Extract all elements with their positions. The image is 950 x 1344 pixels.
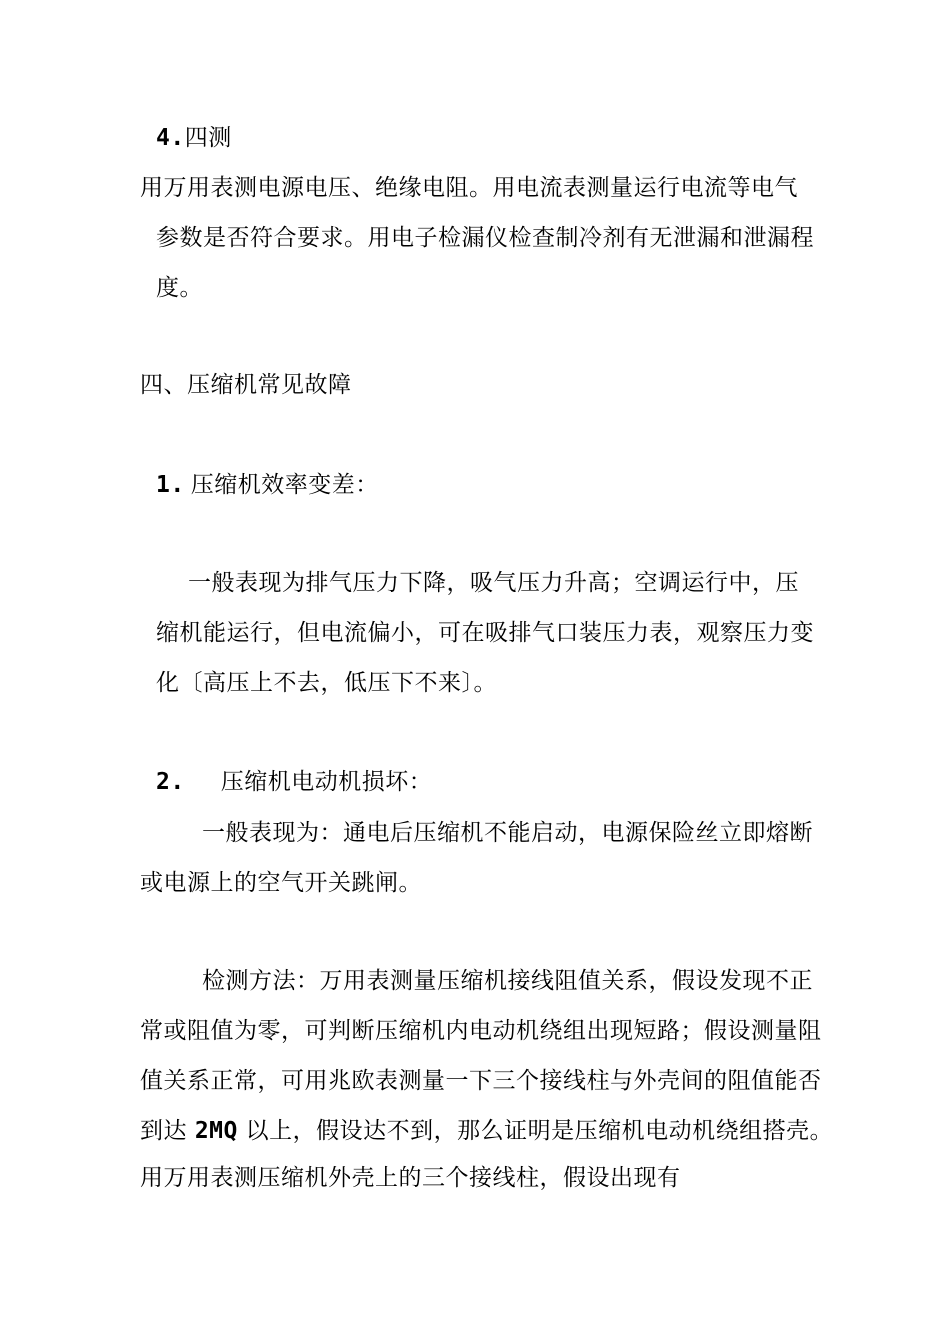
detection-line-4-prefix: 到达 xyxy=(140,1118,195,1144)
resistance-value: 2MQ xyxy=(194,1118,238,1144)
detection-line-3: 值关系正常，可用兆欧表测量一下三个接线柱与外壳间的阻值能否 xyxy=(140,1068,822,1094)
detection-line-4-suffix: 以上，假设达不到，那么证明是压缩机电动机绕组搭壳。 xyxy=(237,1118,834,1144)
section-four-line-3: 度。 xyxy=(156,275,203,301)
item1-title: 压缩机效率变差： xyxy=(190,472,379,498)
item1-number: 1. xyxy=(156,472,185,498)
item1-line-2: 缩机能运行，但电流偏小，可在吸排气口装压力表，观察压力变 xyxy=(156,620,814,646)
section-four-title: 四测 xyxy=(184,125,232,151)
item2-heading xyxy=(156,767,432,797)
item1-line-1: 一般表现为排气压力下降，吸气压力升高；空调运行中，压 xyxy=(188,570,799,596)
item2-title: 压缩机电动机损坏： xyxy=(220,769,433,795)
item2-line-2: 或电源上的空气开关跳闸。 xyxy=(140,870,422,896)
item1-heading xyxy=(156,470,379,500)
item2-number: 2. xyxy=(156,769,185,795)
section-four-line-1: 用万用表测电源电压、绝缘电阻。用电流表测量运行电流等电气 xyxy=(140,175,798,201)
section-four-heading xyxy=(156,123,232,153)
section-four-line-2: 参数是否符合要求。用电子检漏仪检查制冷剂有无泄漏和泄漏程 xyxy=(156,225,814,251)
detection-line-5: 用万用表测压缩机外壳上的三个接线柱，假设出现有 xyxy=(140,1165,681,1191)
detection-line-1: 检测方法：万用表测量压缩机接线阻值关系，假设发现不正 xyxy=(202,968,813,994)
item2-line-1: 一般表现为：通电后压缩机不能启动，电源保险丝立即熔断 xyxy=(202,820,813,846)
chapter-heading: 四、压缩机常见故障 xyxy=(140,372,352,398)
detection-line-4 xyxy=(140,1116,833,1146)
item1-line-3: 化〔高压上不去，低压下不来〕。 xyxy=(156,670,497,696)
section-four-number: 4. xyxy=(156,125,185,151)
detection-line-2: 常或阻值为零，可判断压缩机内电动机绕组出现短路；假设测量阻 xyxy=(140,1018,822,1044)
